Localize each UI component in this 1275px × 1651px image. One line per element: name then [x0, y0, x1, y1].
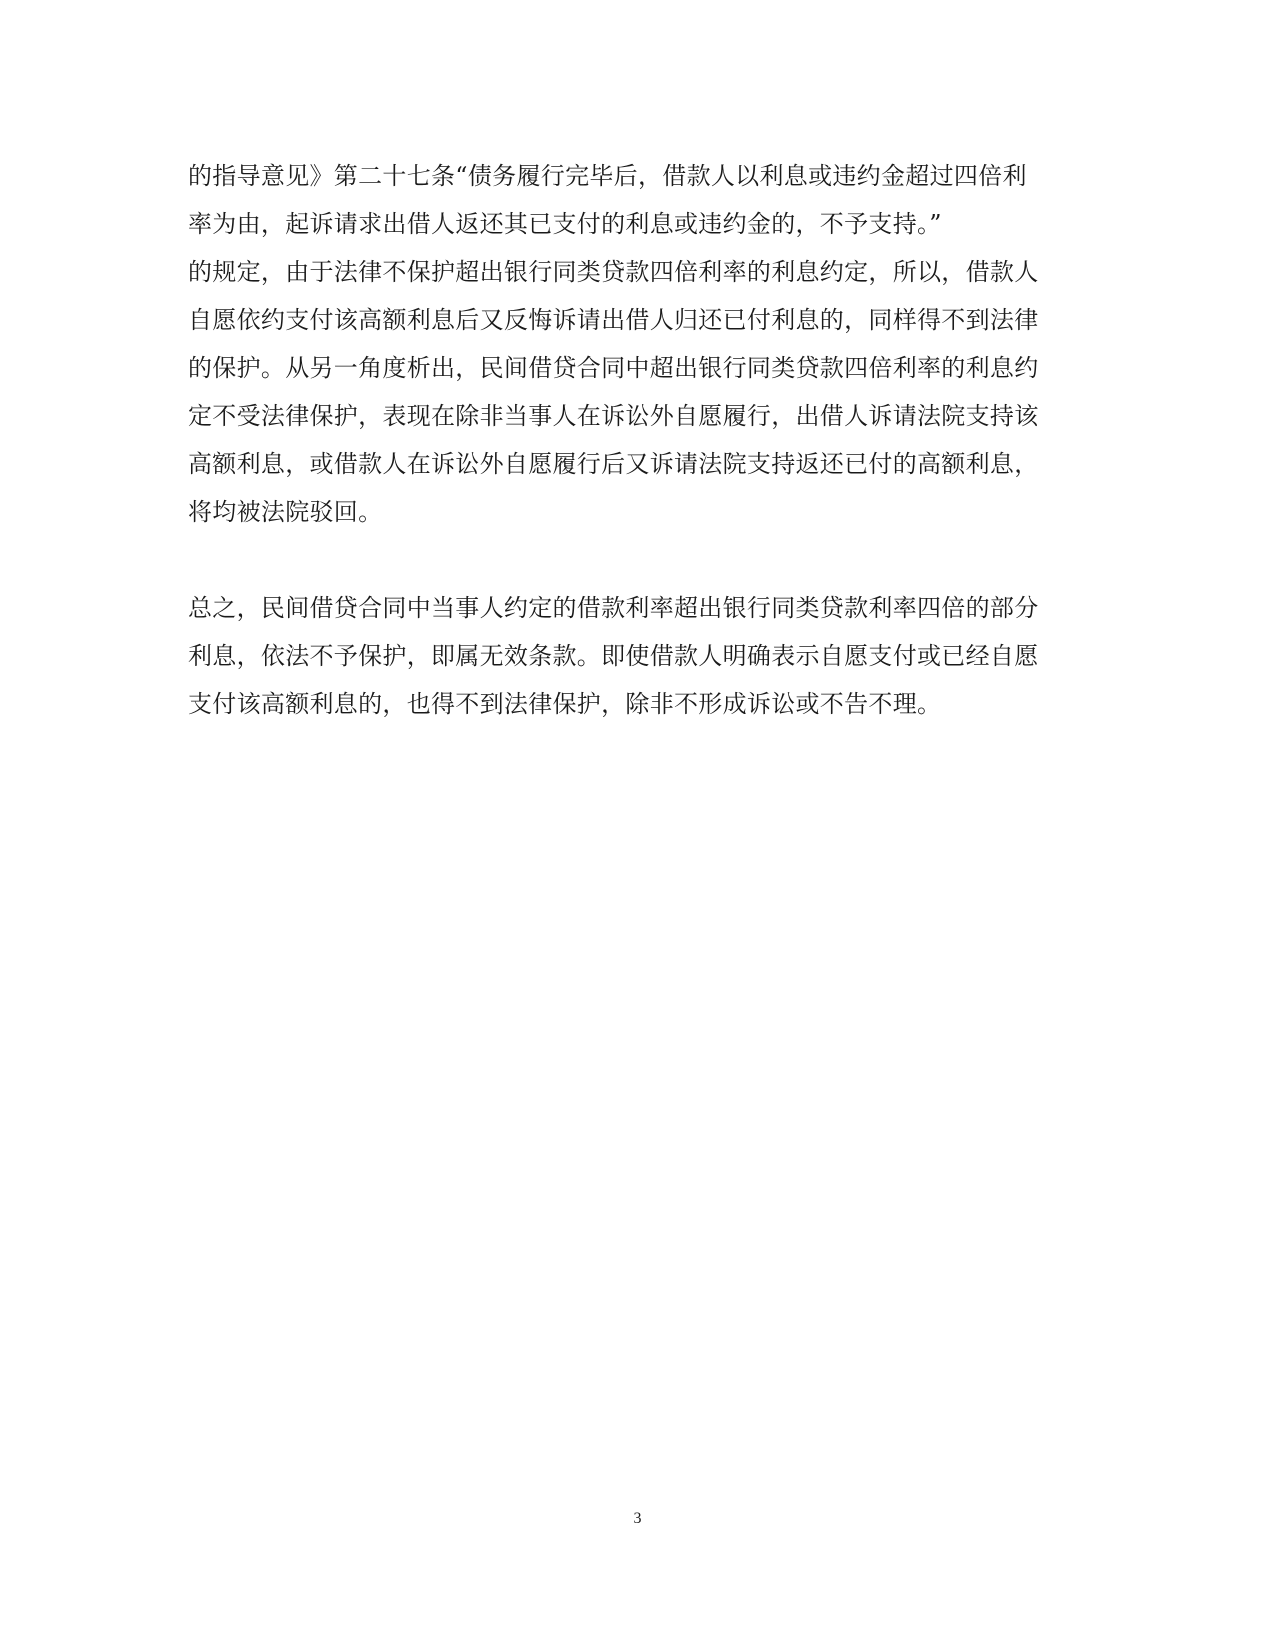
paragraph-line: 高额利息，或借款人在诉讼外自愿履行后又诉请法院支持返还已付的高额利息，: [188, 450, 1039, 478]
body-text: [188, 152, 1068, 728]
paragraph-line: 支付该高额利息的，也得不到法律保护，除非不形成诉讼或不告不理。: [188, 690, 942, 718]
page-number: 3: [633, 1510, 642, 1527]
paragraph-spacer: [188, 536, 1068, 584]
paragraph-line: 的规定，由于法律不保护超出银行同类贷款四倍利率的利息约定，所以，借款人: [188, 258, 1039, 286]
paragraph-line: 总之，民间借贷合同中当事人约定的借款利率超出银行同类贷款利率四倍的部分: [188, 594, 1039, 622]
paragraph-1: [188, 152, 1068, 536]
paragraph-line: 自愿依约支付该高额利息后又反悔诉请出借人归还已付利息的，同样得不到法律: [188, 306, 1039, 334]
paragraph-line: 定不受法律保护，表现在除非当事人在诉讼外自愿履行，出借人诉请法院支持该: [188, 402, 1039, 430]
paragraph-line: 的保护。从另一角度析出，民间借贷合同中超出银行同类贷款四倍利率的利息约: [188, 354, 1039, 382]
paragraph-line: 率为由，起诉请求出借人返还其已支付的利息或违约金的，不予支持。”: [188, 210, 942, 238]
paragraph-line: 将均被法院驳回。: [188, 498, 383, 526]
paragraph-line: 利息，依法不予保护，即属无效条款。即使借款人明确表示自愿支付或已经自愿: [188, 642, 1039, 670]
paragraph-line: 的指导意见》第二十七条“债务履行完毕后，借款人以利息或违约金超过四倍利: [188, 162, 1027, 190]
paragraph-2: [188, 584, 1068, 728]
